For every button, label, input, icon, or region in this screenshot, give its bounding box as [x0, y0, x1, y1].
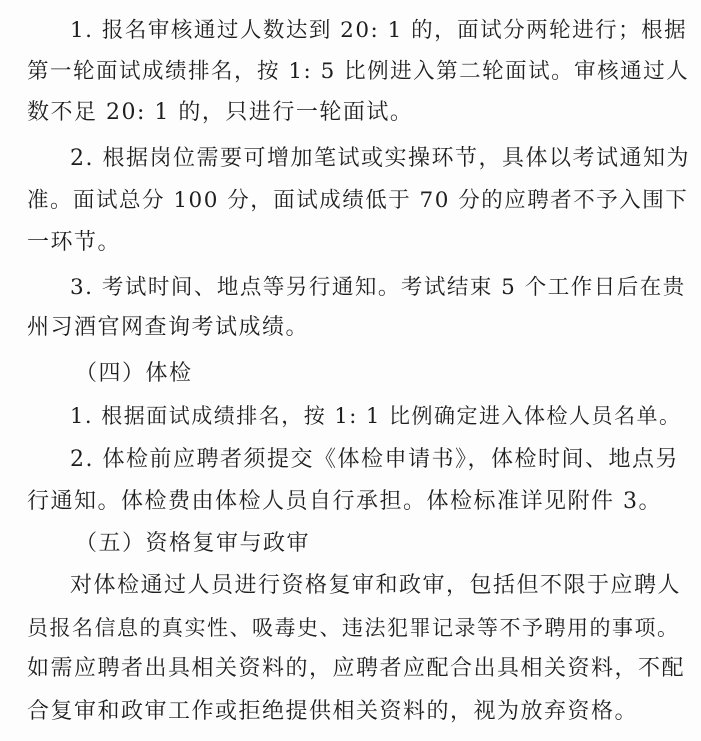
text-line: 3. 考试时间、地点等另行通知。考试结束 5 个工作日后在贵: [70, 275, 686, 300]
text-line: 员报名信息的真实性、吸毒史、违法犯罪记录等不予聘用的事项。: [27, 616, 680, 640]
text-line: 1. 报名审核通过人数达到 20: 1 的，面试分两轮进行；根据: [70, 18, 688, 43]
text-line: 1. 根据面试成绩排名，按 1: 1 比例确定进入体检人员名单。: [70, 404, 682, 428]
text-line: 准。面试总分 100 分，面试成绩低于 70 分的应聘者不予入围下: [27, 188, 689, 213]
text-line: 州习酒官网查询考试成绩。: [27, 315, 310, 340]
text-line: 合复审和政审工作或拒绝提供相关资料的，视为放弃资格。: [27, 699, 639, 724]
text-line: 2. 根据岗位需要可增加笔试或实操环节，具体以考试通知为: [70, 146, 690, 171]
text-line: 如需应聘者出具相关资料的，应聘者应配合出具相关资料，不配: [27, 656, 686, 681]
text-line: 数不足 20: 1 的，只进行一轮面试。: [27, 100, 414, 125]
text-line: 行通知。体检费由体检人员自行承担。体检标准详见附件 3。: [27, 489, 662, 514]
text-line: 第一轮面试成绩排名，按 1: 5 比例进入第二轮面试。审核通过人: [27, 59, 690, 84]
section-heading-5: （五）资格复审与政审: [75, 531, 311, 556]
text-line: 一环节。: [27, 230, 122, 255]
section-heading-4: （四）体检: [75, 361, 193, 386]
text-line: 对体检通过人员进行资格复审和政审，包括但不限于应聘人: [70, 573, 682, 598]
text-line: 2. 体检前应聘者须提交《体检申请书》，体检时间、地点另: [70, 447, 679, 472]
